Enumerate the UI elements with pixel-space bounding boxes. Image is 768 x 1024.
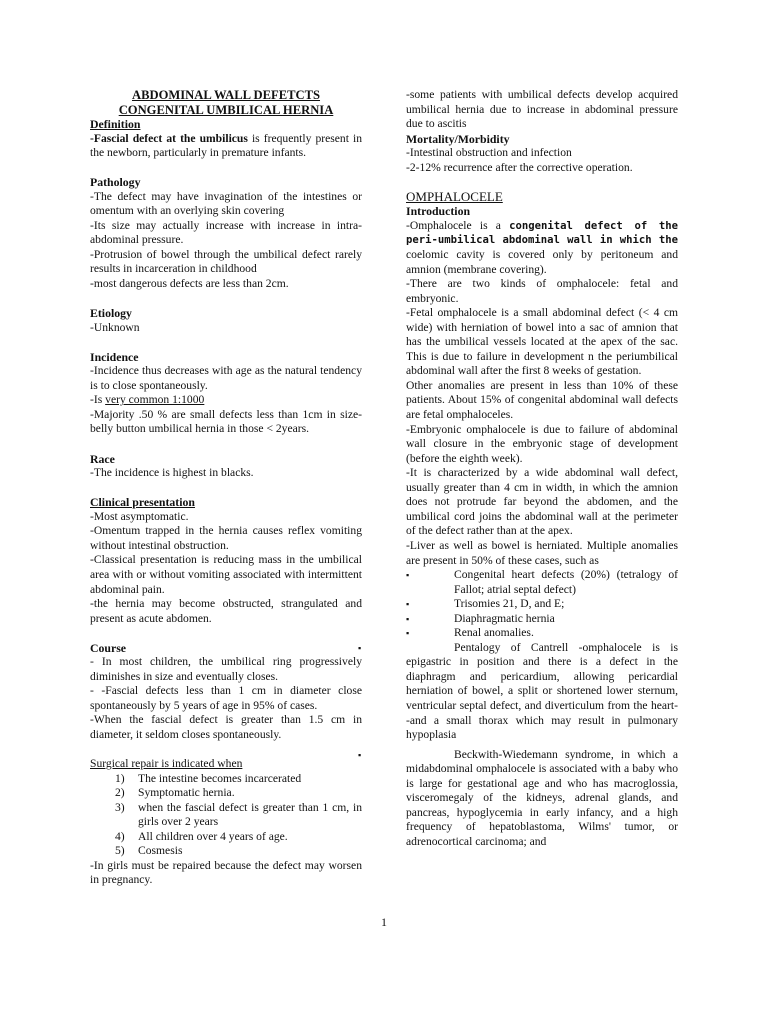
pathology-item: -Its size may actually increase with increase in intra-abdominal pressure. <box>90 218 362 247</box>
left-column <box>90 88 362 888</box>
definition-prefix: -Omphalocele is a <box>406 218 510 232</box>
paragraph: -Liver as well as bowel is herniated. Multiple anomalies are present in 50% of these cases, such as <box>406 538 678 567</box>
etiology-text: -Unknown <box>90 320 140 334</box>
omphalocele-definition <box>406 219 678 277</box>
bullet-text: Trisomies 21, D, and E; <box>454 597 565 611</box>
list-number: 3) <box>115 800 125 814</box>
bullet-text: Renal anomalies. <box>454 626 534 640</box>
syndrome-paragraph <box>358 747 678 850</box>
bullet-icon: ▪ <box>358 749 362 760</box>
anomaly-bullet-item <box>406 626 678 641</box>
anomaly-bullet-item <box>406 568 678 597</box>
page-number: 1 <box>381 915 387 929</box>
definition-bold: -Fascial defect at the umbilicus <box>90 131 248 145</box>
pathology-item: -most dangerous defects are less than 2cm. <box>90 277 289 291</box>
pathology-item: -The defect may have invagination of the intestines or omentum with an overlying skin covering <box>90 189 362 218</box>
list-number: 4) <box>115 829 125 843</box>
definition-suffix: coelomic cavity is covered only by peritoneum and amnion (membrane covering). <box>406 248 678 276</box>
clinical-item: -Classical presentation is reducing mass in the umbilical area with or without vomiting associated with intermittent abdominal pain. <box>90 553 362 596</box>
anomaly-bullet-item <box>406 597 678 612</box>
syndrome-text: Pentalogy of Cantrell -omphalocele is is epigastric in position and there is a defect in the diaphragm and pericardium, allowing pericardial herniation of bowel, a split or shortened lower sternum, ventricular septal defect, and diverticulum from the heart--and a small thorax which may result in pulmonary hypoplasia <box>406 640 678 742</box>
race-heading: Race <box>90 451 115 466</box>
clinical-item: -the hernia may become obstructed, strangulated and present as acute abdomen. <box>90 597 362 625</box>
definition-bold: congenital defect of the peri-umbilical abdominal wall in which the <box>406 219 678 247</box>
bullet-icon: ▪ <box>406 628 410 639</box>
surgical-footer: -In girls must be repaired because the defect may worsen in pregnancy. <box>90 858 362 887</box>
course-item: -When the fascial defect is greater than 1.5 cm in diameter, it seldom closes spontaneously. <box>90 713 362 741</box>
ascitis-text: -some patients with umbilical defects develop acquired umbilical hernia due to increase in abdominal pressure due to ascitis <box>406 88 678 131</box>
right-column <box>358 88 678 849</box>
syndrome-paragraph <box>358 640 678 743</box>
course-heading: Course <box>90 640 127 655</box>
surgical-list-item <box>90 801 362 830</box>
bullet-text: Congenital heart defects (20%) (tetralogy of Fallot; atrial septal defect) <box>454 568 678 596</box>
pathology-heading: Pathology <box>90 175 141 190</box>
bullet-icon: ▪ <box>406 599 410 610</box>
bullet-icon: ▪ <box>406 613 410 624</box>
course-item: - -Fascial defects less than 1 cm in diameter close spontaneously by 5 years of age in 95% of cases. <box>90 684 362 712</box>
incidence-underlined: very common 1:1000 <box>105 393 205 407</box>
clinical-item: -Most asymptomatic. <box>90 509 189 523</box>
surgical-list-item <box>90 830 362 845</box>
incidence-line: -Majority .50 % are small defects less than 1cm in size-belly button umbilical hernia in those < 2years. <box>90 407 362 436</box>
list-number: 1) <box>115 771 125 785</box>
mortality-heading: Mortality/Morbidity <box>406 131 510 146</box>
surgical-list-item <box>90 844 362 859</box>
pathology-item: -Protrusion of bowel through the umbilical defect rarely results in incarceration in childhood <box>90 247 362 276</box>
incidence-prefix: -Is <box>90 393 106 407</box>
list-text: The intestine becomes incarcerated <box>138 771 302 785</box>
list-text: when the fascial defect is greater than 1 cm, in girls over 2 years <box>138 800 362 829</box>
paragraph: -There are two kinds of omphalocele: fetal and embryonic. <box>406 277 678 305</box>
paragraph: -It is characterized by a wide abdominal wall defect, usually greater than 4 cm in width, in which the amnion does not protrude far beyond the abdomen, and the umbilical cord joins the abdominal wall at the perimeter of the defect rather than at the apex. <box>406 466 678 538</box>
list-number: 5) <box>115 844 125 858</box>
surgical-heading: Surgical repair is indicated when <box>90 757 243 771</box>
course-item: - In most children, the umbilical ring progressively diminishes in size and eventually closes. <box>90 655 362 683</box>
syndrome-text: Beckwith-Wiedemann syndrome, in which a midabdominal omphalocele is associated with a baby who is large for gestational age and who has macroglossia, visceromegaly of the kidneys, adrenal glands, and pancreas, hypoglycemia in early infancy, and a high frequency of hepatoblastoma, Wilms' tumor, or adrenocortical carcinoma; and <box>406 747 678 848</box>
etiology-heading: Etiology <box>90 306 132 321</box>
bullet-icon: ▪ <box>406 570 410 581</box>
bullet-text: Diaphragmatic hernia <box>454 611 555 625</box>
section-title: CONGENITAL UMBILICAL HERNIA <box>118 102 334 117</box>
clinical-heading: Clinical presentation <box>90 495 195 510</box>
omphalocele-title: OMPHALOCELE <box>406 188 503 204</box>
incidence-line: -Incidence thus decreases with age as the natural tendency is to close spontaneously. <box>90 364 362 392</box>
surgical-list-item <box>90 786 362 801</box>
paragraph: -Embryonic omphalocele is due to failure of abdominal wall closure in the embryonic stage of development (before the eighth week). <box>406 422 678 465</box>
introduction-heading: Introduction <box>406 204 471 219</box>
definition-text <box>90 132 362 161</box>
incidence-line <box>90 393 362 408</box>
clinical-item: -Omentum trapped in the hernia causes reflex vomiting without intestinal obstruction. <box>90 524 362 552</box>
mortality-item: -2-12% recurrence after the corrective operation. <box>406 160 633 174</box>
definition-rest: is frequently present in the newborn, particularly in premature infants. <box>90 131 362 160</box>
race-text: -The incidence is highest in blacks. <box>90 466 254 480</box>
incidence-heading: Incidence <box>90 349 139 364</box>
bullet-icon: ▪ <box>358 642 362 653</box>
paragraph: Other anomalies are present in less than 10% of these patients. About 15% of congenital abdominal wall defects are fetal omphaloceles. <box>406 378 678 422</box>
anomaly-bullet-item <box>406 612 678 627</box>
list-number: 2) <box>115 786 125 800</box>
mortality-item: -Intestinal obstruction and infection <box>406 146 572 160</box>
list-text: Symptomatic hernia. <box>138 786 235 800</box>
document-title: ABDOMINAL WALL DEFETCTS <box>131 88 321 102</box>
list-text: Cosmesis <box>138 844 183 858</box>
paragraph: -Fetal omphalocele is a small abdominal defect (< 4 cm wide) with herniation of bowel into a sac of amnion that has the umbilical vessels located at the apex of the sac. This is due to failure in development n the periumbilical abdominal wall after the first 8 weeks of gestation. <box>406 306 678 378</box>
definition-heading: Definition <box>90 117 141 131</box>
list-text: All children over 4 years of age. <box>138 829 288 843</box>
surgical-list-item <box>90 772 362 787</box>
